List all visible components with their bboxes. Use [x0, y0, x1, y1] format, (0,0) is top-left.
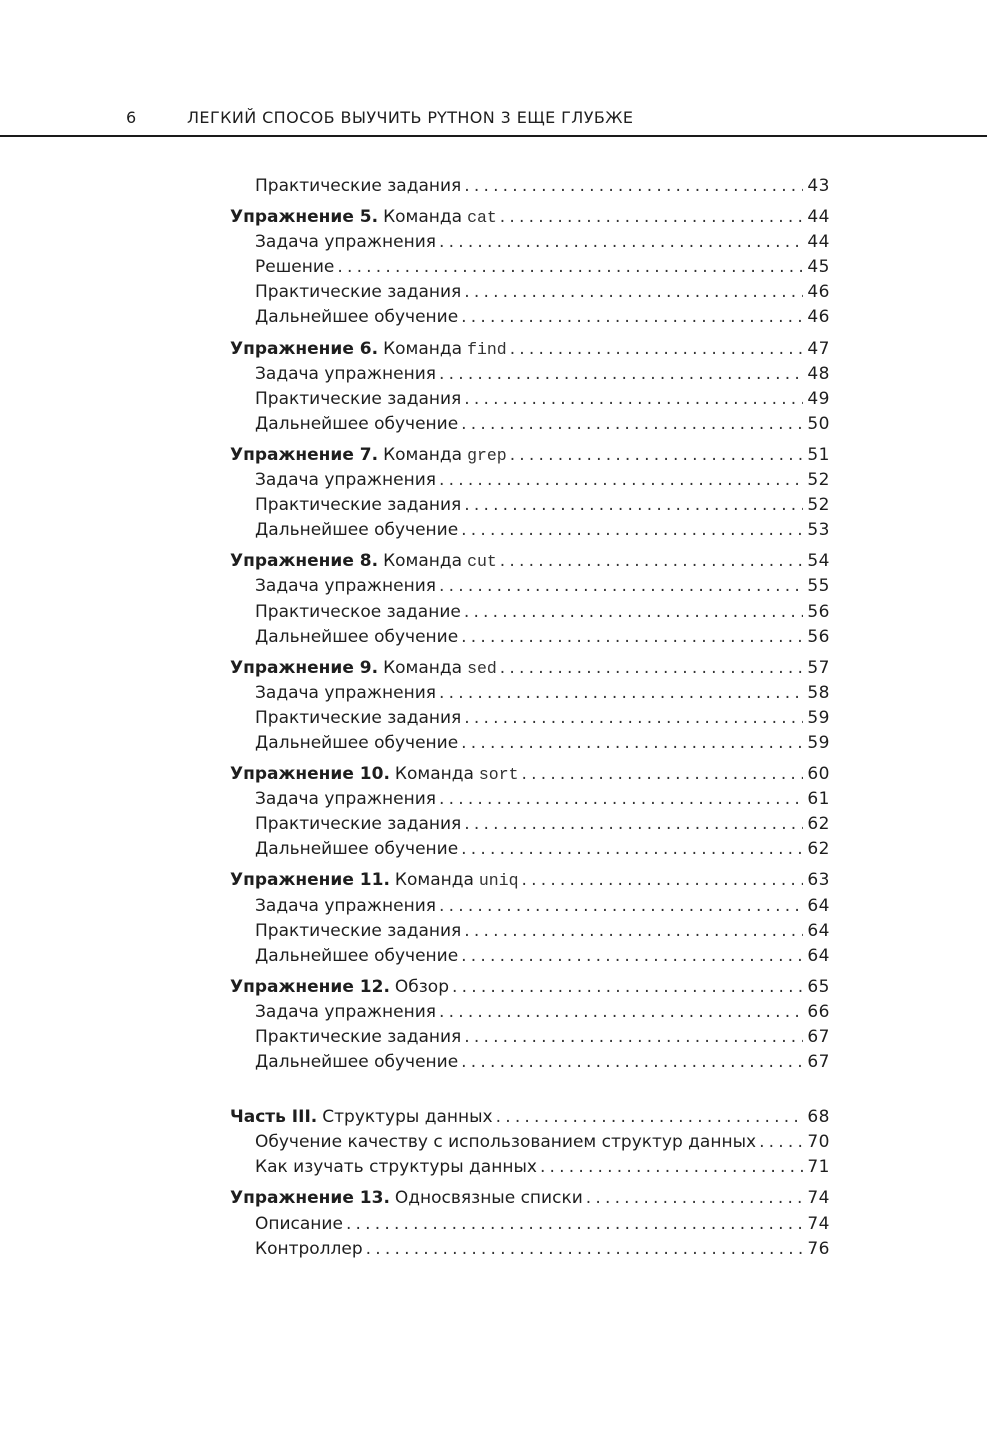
- toc-entry-command: grep: [467, 445, 507, 465]
- toc-entry-title: Дальнейшее обучение: [255, 732, 459, 753]
- toc-page-number: 47: [807, 338, 830, 359]
- toc-exercise-entry: [230, 1186, 830, 1211]
- toc-subentry: [230, 493, 830, 518]
- toc-page-number: 66: [807, 1001, 830, 1022]
- toc-entry-number: Упражнение 11.: [230, 870, 390, 891]
- toc-entry-title: Описание: [255, 1213, 343, 1234]
- toc-subentry: [230, 174, 830, 199]
- toc-page-number: 64: [807, 895, 830, 916]
- toc-entry-number: Упражнение 13.: [230, 1188, 390, 1209]
- toc-subentry: [230, 255, 830, 280]
- toc-page-number: 74: [807, 1213, 830, 1234]
- toc-page-number: 56: [807, 601, 830, 622]
- toc-subentry: [230, 412, 830, 437]
- dot-leader: [464, 600, 804, 625]
- toc-page-number: 43: [807, 176, 830, 196]
- toc-exercise-entry: [230, 762, 830, 787]
- toc-page-number: 57: [807, 657, 830, 678]
- toc-entry-title: Как изучать структуры данных: [255, 1157, 537, 1178]
- toc-page-number: 51: [807, 444, 830, 465]
- toc-entry-title: Команда: [383, 207, 463, 228]
- toc-page-number: 76: [807, 1238, 830, 1259]
- dot-leader: [464, 919, 803, 944]
- dot-leader: [464, 493, 803, 518]
- toc-entry-command: sort: [478, 765, 519, 785]
- toc-entry-title: Команда: [394, 870, 474, 891]
- toc-entry-title: Практические задания: [255, 707, 462, 728]
- toc-subentry: [230, 468, 830, 493]
- toc-page-number: 74: [807, 1188, 830, 1209]
- dot-leader: [337, 255, 803, 280]
- toc-entry-title: Задача упражнения: [255, 576, 437, 597]
- toc-entry-command: cat: [467, 208, 497, 228]
- toc-subentry: [230, 280, 830, 305]
- dot-leader: [439, 787, 803, 812]
- toc-subentry: [230, 305, 830, 330]
- toc-subentry: [230, 518, 830, 543]
- toc-subentry: [230, 837, 830, 862]
- toc-entry-title: Задача упражнения: [255, 682, 437, 703]
- toc-exercise-entry: [230, 443, 830, 468]
- toc-entry-number: Упражнение 6.: [230, 338, 379, 359]
- toc-entry-title: Задача упражнения: [255, 470, 437, 491]
- toc-subentry: [230, 625, 830, 650]
- toc-entry-number: Упражнение 10.: [230, 764, 390, 785]
- dot-leader: [439, 1000, 803, 1025]
- toc-entry-title: Дальнейшее обучение: [255, 839, 459, 860]
- toc-subentry: [230, 574, 830, 599]
- toc-entry-title: Контроллер: [255, 1238, 363, 1259]
- toc-page-number: 60: [807, 764, 830, 785]
- toc-entry-title: Решение: [255, 257, 335, 278]
- toc-entry-number: Упражнение 8.: [230, 551, 379, 572]
- toc-entry-title: Обзор: [394, 976, 450, 997]
- toc-subentry: [230, 1237, 830, 1262]
- dot-leader: [439, 230, 803, 255]
- dot-leader: [452, 975, 803, 1000]
- toc-entry-title: Команда: [383, 657, 463, 678]
- toc-page-number: 68: [807, 1107, 830, 1128]
- toc-entry-title: Задача упражнения: [255, 1001, 437, 1022]
- toc-subentry: [230, 812, 830, 837]
- dot-leader: [510, 443, 804, 468]
- toc-subentry: [230, 387, 830, 412]
- toc-subentry: [230, 706, 830, 731]
- toc-entry-title: Дальнейшее обучение: [255, 626, 459, 647]
- toc-part-entry: [230, 1105, 830, 1130]
- toc-exercise-entry: [230, 975, 830, 1000]
- dot-leader: [461, 731, 803, 756]
- toc-subentry: [230, 1050, 830, 1075]
- dot-leader: [366, 1237, 804, 1262]
- toc-subentry: [230, 1212, 830, 1237]
- dot-leader: [500, 549, 804, 574]
- toc-subentry: [230, 894, 830, 919]
- toc-entry-title: Практическое задание: [255, 601, 461, 622]
- toc-page-number: 48: [807, 363, 830, 384]
- toc-exercise-entry: [230, 205, 830, 230]
- toc-subentry: [230, 919, 830, 944]
- toc-entry-title: Практические задания: [255, 282, 462, 303]
- toc-entry-title: Практические задания: [255, 388, 462, 409]
- toc-page-number: 62: [807, 814, 830, 835]
- running-head: [0, 105, 987, 137]
- dot-leader: [461, 412, 803, 437]
- dot-leader: [461, 944, 803, 969]
- table-of-contents: [230, 174, 830, 1262]
- toc-entry-title: Практические задания: [255, 495, 462, 516]
- toc-page-number: 62: [807, 839, 830, 860]
- toc-entry-title: Команда: [394, 764, 474, 785]
- dot-leader: [510, 337, 804, 362]
- toc-entry-title: Задача упражнения: [255, 789, 437, 810]
- toc-entry-number: Упражнение 5.: [230, 207, 379, 228]
- toc-subentry: [230, 731, 830, 756]
- toc-entry-title: Задача упражнения: [255, 363, 437, 384]
- dot-leader: [586, 1186, 804, 1211]
- toc-entry-title: Дальнейшее обучение: [255, 945, 459, 966]
- toc-page-number: 64: [807, 945, 830, 966]
- dot-leader: [500, 656, 804, 681]
- dot-leader: [439, 681, 803, 706]
- toc-entry-number: Упражнение 9.: [230, 657, 379, 678]
- toc-page-number: 52: [807, 470, 830, 491]
- toc-page-number: 44: [807, 232, 830, 253]
- dot-leader: [540, 1155, 803, 1180]
- dot-leader: [522, 762, 804, 787]
- toc-entry-title: Практические задания: [255, 1027, 462, 1047]
- toc-subentry: [230, 787, 830, 812]
- toc-page-number: 46: [807, 307, 830, 328]
- toc-page-number: 58: [807, 682, 830, 703]
- toc-entry-number: Упражнение 12.: [230, 976, 390, 997]
- toc-page-number: 59: [807, 707, 830, 728]
- toc-subentry: [230, 944, 830, 969]
- toc-entry-title: Обучение качеству с использованием структур данных: [255, 1132, 757, 1153]
- toc-page-number: 61: [807, 789, 830, 810]
- toc-exercise-entry: [230, 868, 830, 893]
- dot-leader: [464, 812, 803, 837]
- page-number: 6: [126, 108, 137, 127]
- dot-leader: [439, 362, 803, 387]
- toc-subentry: [230, 1155, 830, 1180]
- dot-leader: [464, 387, 803, 412]
- toc-page-number: 67: [807, 1052, 830, 1073]
- toc-entry-command: cut: [467, 552, 497, 572]
- dot-leader: [461, 1050, 803, 1075]
- toc-subentry: [230, 1000, 830, 1025]
- toc-page-number: 53: [807, 520, 830, 541]
- toc-entry-title: Дальнейшее обучение: [255, 307, 459, 328]
- toc-page-number: 55: [807, 576, 830, 597]
- toc-page-number: 64: [807, 920, 830, 941]
- toc-page-number: 65: [807, 976, 830, 997]
- dot-leader: [464, 706, 803, 731]
- toc-entry-title: Задача упражнения: [255, 232, 437, 253]
- toc-subentry: [230, 600, 830, 625]
- toc-page-number: 54: [807, 551, 830, 572]
- dot-leader: [461, 518, 803, 543]
- toc-page-number: 50: [807, 413, 830, 434]
- dot-leader: [500, 205, 804, 230]
- toc-entry-title: Практические задания: [255, 814, 462, 835]
- toc-exercise-entry: [230, 549, 830, 574]
- toc-entry-command: find: [467, 339, 507, 359]
- dot-leader: [461, 305, 803, 330]
- toc-page-number: 52: [807, 495, 830, 516]
- dot-leader: [461, 837, 803, 862]
- toc-entry-title: Практические задания: [255, 176, 462, 196]
- toc-entry-title: Команда: [383, 551, 463, 572]
- toc-entry-title: Команда: [383, 444, 463, 465]
- toc-subentry: [230, 1025, 830, 1050]
- toc-entry-title: Дальнейшее обучение: [255, 413, 459, 434]
- dot-leader: [439, 468, 803, 493]
- toc-entry-title: Дальнейшее обучение: [255, 520, 459, 541]
- toc-page-number: 71: [807, 1157, 830, 1178]
- toc-page-number: 56: [807, 626, 830, 647]
- dot-leader: [346, 1212, 803, 1237]
- toc-entry-command: uniq: [478, 871, 519, 891]
- toc-entry-title: Дальнейшее обучение: [255, 1052, 459, 1073]
- dot-leader: [522, 868, 804, 893]
- dot-leader: [464, 1025, 803, 1050]
- toc-entry-title: Односвязные списки: [394, 1188, 583, 1209]
- dot-leader: [461, 625, 803, 650]
- dot-leader: [464, 174, 803, 199]
- dot-leader: [464, 280, 803, 305]
- toc-exercise-entry: [230, 337, 830, 362]
- toc-entry-number: Упражнение 7.: [230, 444, 379, 465]
- toc-exercise-entry: [230, 656, 830, 681]
- toc-page-number: 46: [807, 282, 830, 303]
- toc-entry-title: Команда: [383, 338, 463, 359]
- toc-page-number: 44: [807, 207, 830, 228]
- toc-page-number: 49: [807, 388, 830, 409]
- book-title: ЛЕГКИЙ СПОСОБ ВЫУЧИТЬ PYTHON 3 ЕЩЕ ГЛУБЖЕ: [187, 108, 634, 127]
- toc-entry-title: Задача упражнения: [255, 895, 437, 916]
- toc-subentry: [230, 362, 830, 387]
- toc-entry-title: Практические задания: [255, 920, 462, 941]
- toc-subentry: [230, 1130, 830, 1155]
- toc-entry-title: Структуры данных: [322, 1107, 493, 1128]
- toc-entry-command: sed: [467, 658, 497, 678]
- dot-leader: [439, 894, 803, 919]
- dot-leader: [439, 574, 803, 599]
- toc-page-number: 45: [807, 257, 830, 278]
- toc-subentry: [230, 230, 830, 255]
- toc-page-number: 59: [807, 732, 830, 753]
- dot-leader: [759, 1130, 803, 1155]
- toc-page-number: 63: [807, 870, 830, 891]
- toc-page-number: 70: [807, 1132, 830, 1153]
- toc-page-number: 67: [807, 1027, 830, 1047]
- toc-subentry: [230, 681, 830, 706]
- dot-leader: [496, 1105, 804, 1130]
- toc-entry-number: Часть III.: [230, 1107, 318, 1128]
